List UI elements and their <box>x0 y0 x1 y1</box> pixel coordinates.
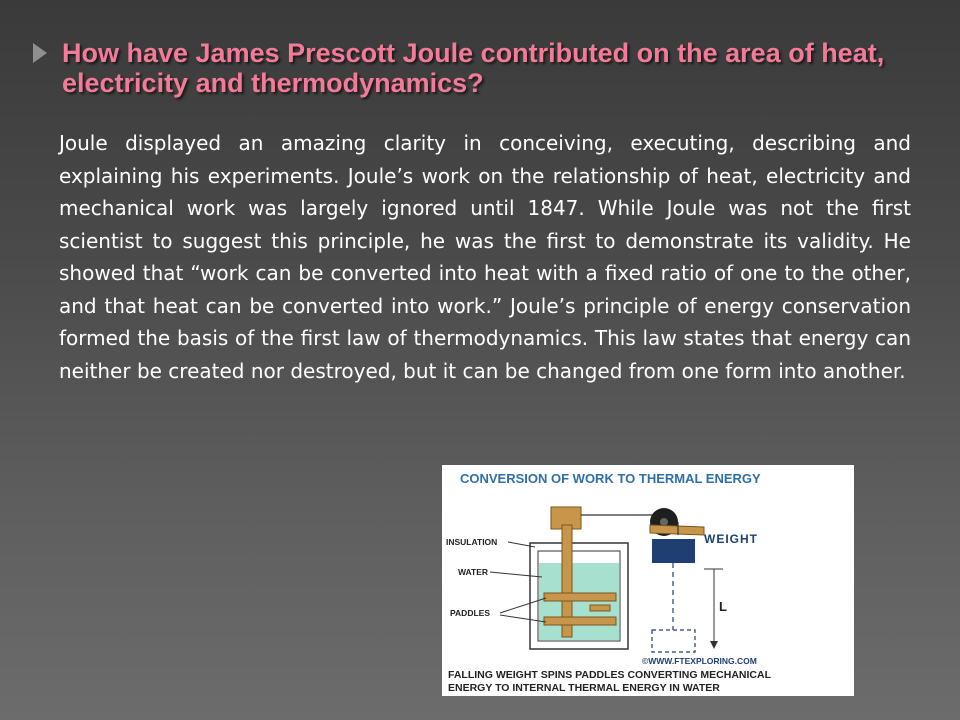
pulley-support-beam <box>650 525 704 535</box>
length-label: L <box>719 599 727 614</box>
weight-final-position <box>652 630 695 652</box>
joule-apparatus-diagram <box>442 465 854 696</box>
diagram-heading: CONVERSION OF WORK TO THERMAL ENERGY <box>460 471 761 486</box>
weight-label: WEIGHT <box>704 532 758 546</box>
insulation-label: INSULATION <box>446 537 498 547</box>
fixed-vane <box>590 605 610 611</box>
paddles-label: PADDLES <box>450 608 490 618</box>
slide-title: How have James Prescott Joule contributed on the area of heat, electricity and thermodynamics? <box>62 38 885 98</box>
weight-block <box>652 539 695 563</box>
diagram-illustration <box>442 465 854 696</box>
slide-bullet-arrow <box>33 43 47 63</box>
slide-body-text: Joule displayed an amazing clarity in conceiving, executing, describing and explaining his experiments. Joule’s work on the relationship of heat, electricity and mechanical work was largely ignored until 1847. While Joule was not the first scientist to suggest this principle, he was the first to demonstrate its validity. He showed that “work can be converted into heat with a fixed ratio of one to the other, and that heat can be converted into work.” Joule’s principle of energy conservation formed the basis of the first law of thermodynamics. This law states that energy can neither be created nor destroyed, but it can be changed from one form into another. <box>59 131 911 383</box>
pulley-axle <box>660 518 668 526</box>
paddle-upper <box>544 593 616 601</box>
dimension-arrowhead <box>710 641 718 649</box>
diagram-caption-line2: ENERGY TO INTERNAL THERMAL ENERGY IN WATER <box>448 682 720 694</box>
paddle-lower <box>544 617 616 625</box>
water-label: WATER <box>458 567 489 577</box>
diagram-credit: ©WWW.FTEXPLORING.COM <box>642 656 757 666</box>
diagram-caption-line1: FALLING WEIGHT SPINS PADDLES CONVERTING MECHANICAL <box>448 669 771 681</box>
